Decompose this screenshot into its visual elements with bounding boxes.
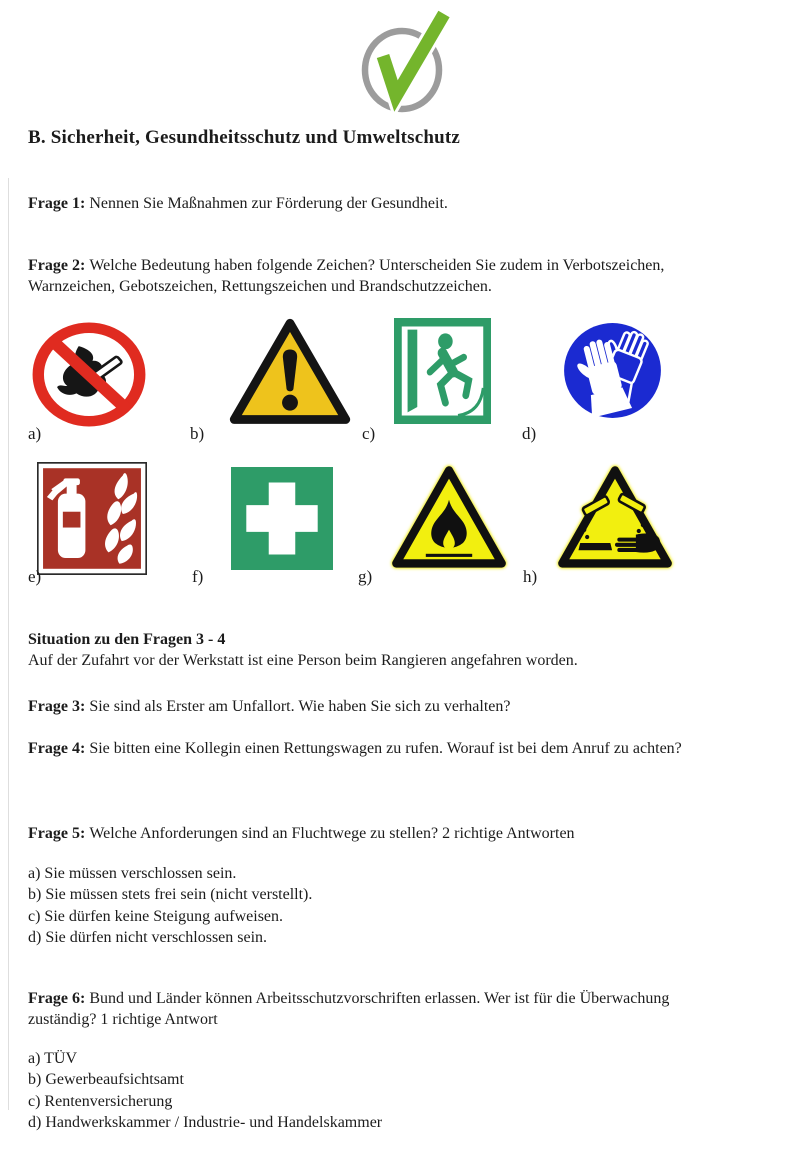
question-4-label: Frage 4: (28, 740, 86, 757)
question-2-text: Welche Bedeutung haben folgende Zeichen? Unterscheiden Sie zudem in Verbotszeichen, Warnzeichen, Gebotszeichen, Rettungszeichen und Brandschutzzeichen. (28, 257, 665, 296)
question-2-label: Frage 2: (28, 257, 86, 274)
question-3 (28, 696, 768, 717)
green-checkmark-logo (358, 4, 450, 114)
sign-label-a: a) (28, 424, 42, 443)
situation-text: Auf der Zufahrt vor der Werkstatt ist eine Person beim Rangieren angefahren worden. (28, 652, 578, 669)
sign-label-d: d) (522, 424, 537, 443)
corrosive-substance-warning-sign (557, 465, 673, 573)
no-open-flame-prohibition-sign (32, 322, 146, 427)
question-6-label: Frage 6: (28, 990, 86, 1007)
question-6-option-b: b) Gewerbeaufsichtsamt (28, 1071, 184, 1089)
question-6 (28, 988, 728, 1031)
wear-protective-gloves-mandatory-sign (561, 320, 664, 421)
question-5-option-d: d) Sie dürfen nicht verschlossen sein. (28, 929, 268, 947)
question-5-option-c: c) Sie dürfen keine Steigung aufweisen. (28, 907, 284, 925)
question-5-label: Frage 5: (28, 825, 86, 842)
fire-extinguisher-sign (37, 462, 147, 575)
question-5 (28, 823, 768, 844)
first-aid-cross-sign (231, 467, 333, 570)
question-3-label: Frage 3: (28, 698, 86, 715)
question-5-text: Welche Anforderungen sind an Fluchtwege zu stellen? 2 richtige Antworten (89, 825, 575, 842)
question-1 (28, 193, 748, 214)
question-6-option-a: a) TÜV (28, 1050, 78, 1067)
question-5-option-a: a) Sie müssen verschlossen sein. (28, 865, 237, 882)
general-warning-sign (228, 317, 352, 427)
question-6-option-d: d) Handwerkskammer / Industrie- und Handelskammer (28, 1114, 383, 1132)
question-4 (28, 738, 743, 759)
question-3-text: Sie sind als Erster am Unfallort. Wie haben Sie sich zu verhalten? (89, 698, 511, 715)
question-1-label: Frage 1: (28, 195, 86, 212)
question-4-text: Sie bitten eine Kollegin einen Rettungswagen zu rufen. Worauf ist bei dem Anruf zu achten? (89, 740, 682, 757)
question-6-options (28, 1048, 768, 1134)
question-2 (28, 255, 728, 298)
question-6-text: Bund und Länder können Arbeitsschutzvorschriften erlassen. Wer ist für die Überwachung zuständig? 1 richtige Antwort (28, 990, 670, 1029)
emergency-exit-sign (394, 318, 491, 424)
question-6-option-c: c) Rentenversicherung (28, 1092, 173, 1110)
sign-label-b: b) (190, 424, 205, 443)
sign-label-c: c) (362, 424, 376, 443)
sign-label-h: h) (523, 567, 538, 586)
situation-heading: Situation zu den Fragen 3 - 4 (28, 631, 226, 648)
page-edge-line (8, 178, 9, 1110)
sign-label-f: f) (192, 567, 204, 586)
sign-label-g: g) (358, 567, 373, 586)
section-title: B. Sicherheit, Gesundheitsschutz und Umweltschutz (28, 127, 461, 148)
question-5-option-b: b) Sie müssen stets frei sein (nicht verstellt). (28, 886, 313, 904)
flammable-material-warning-sign (391, 465, 507, 573)
question-5-options (28, 863, 768, 949)
sign-label-e: e) (28, 567, 42, 586)
question-1-text: Nennen Sie Maßnahmen zur Förderung der Gesundheit. (89, 195, 448, 212)
